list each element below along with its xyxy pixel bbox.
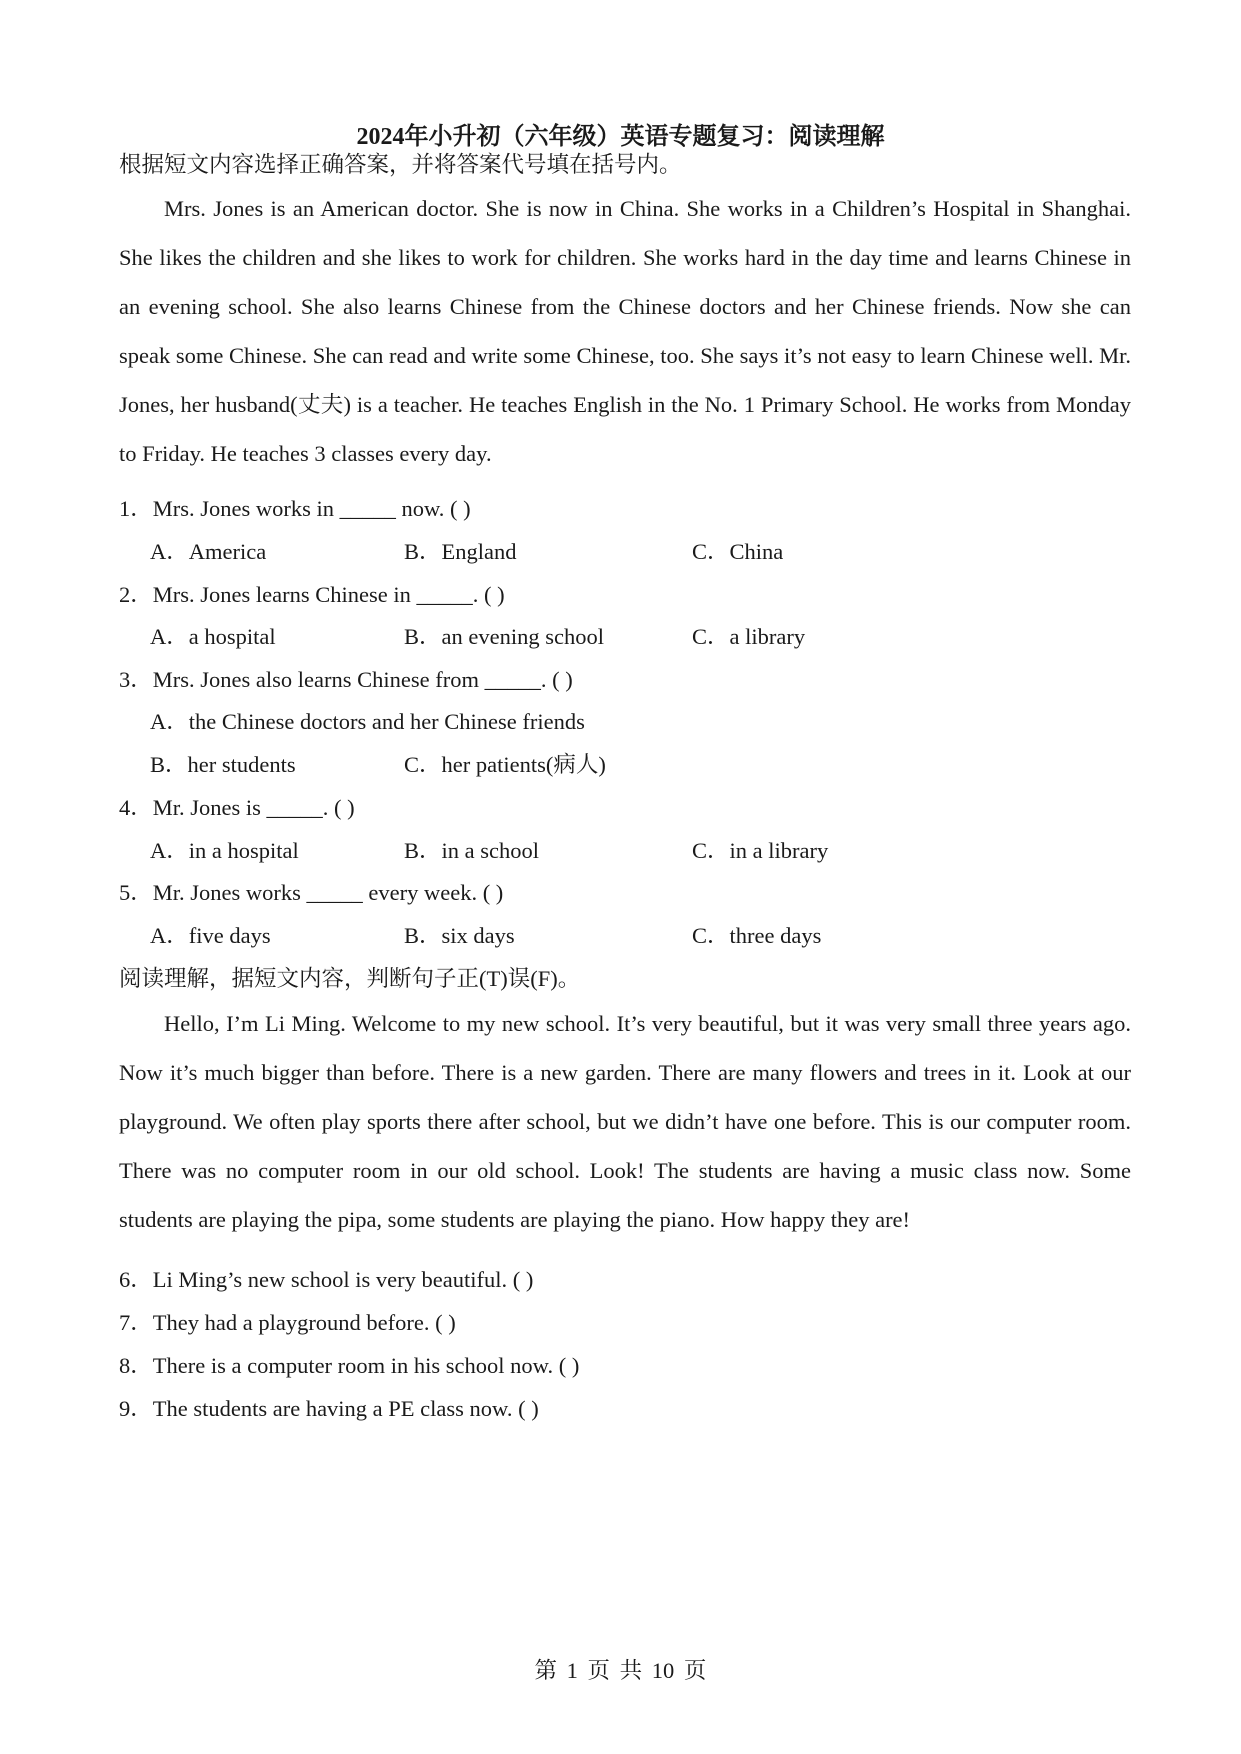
question-7: 7．They had a playground before. ( ) [119, 1310, 456, 1335]
question-3: 3．Mrs. Jones also learns Chinese from _____. ( ) [119, 667, 573, 692]
question-9: 9．The students are having a PE class now. ( ) [119, 1396, 539, 1421]
section2-instruction: 阅读理解，据短文内容，判断句子正(T)误(F)。 [119, 966, 581, 991]
question-3-option-b: B．her students [150, 752, 296, 777]
question-3-option-c: C．her patients(病人) [404, 752, 606, 777]
question-4: 4．Mr. Jones is _____. ( ) [119, 795, 355, 820]
question-5-option-c: C．three days [692, 923, 822, 948]
question-1-option-a: A．America [150, 539, 267, 564]
question-5-option-b: B．six days [404, 923, 515, 948]
question-1-option-c: C．China [692, 539, 784, 564]
question-2-option-a: A．a hospital [150, 624, 276, 649]
question-3-option-a: A．the Chinese doctors and her Chinese friends [150, 709, 585, 734]
question-1-option-b: B．England [404, 539, 517, 564]
question-4-option-c: C．in a library [692, 838, 829, 863]
question-4-option-a: A．in a hospital [150, 838, 299, 863]
question-2-option-c: C．a library [692, 624, 806, 649]
question-5: 5．Mr. Jones works _____ every week. ( ) [119, 880, 504, 905]
question-8: 8．There is a computer room in his school now. ( ) [119, 1353, 580, 1378]
question-6: 6．Li Ming’s new school is very beautiful. ( ) [119, 1267, 534, 1292]
question-5-option-a: A．five days [150, 923, 271, 948]
section1-passage: Mrs. Jones is an American doctor. She is now in China. She works in a Children’s Hospital in Shanghai. She likes the children and she likes to work for children. She works hard in the day time and learns Chinese in an evening school. She also learns Chinese from the Chinese doctors and her Chinese friends. Now she can speak some Chinese. She can read and write some Chinese, too. She says it’s not easy to learn Chinese well. Mr. Jones, her husband(丈夫) is a teacher. He teaches English in the No. 1 Primary School. He works from Monday to Friday. He teaches 3 classes every day. [119, 196, 1131, 466]
section1-instruction: 根据短文内容选择正确答案，并将答案代号填在括号内。 [119, 152, 682, 177]
question-4-option-b: B．in a school [404, 838, 539, 863]
page-title: 2024年小升初（六年级）英语专题复习：阅读理解 [356, 124, 885, 150]
question-1: 1．Mrs. Jones works in _____ now. ( ) [119, 496, 471, 521]
question-2-option-b: B．an evening school [404, 624, 604, 649]
page-footer: 第 1 页 共 10 页 [534, 1658, 707, 1683]
question-2: 2．Mrs. Jones learns Chinese in _____. ( ) [119, 582, 505, 607]
section2-passage: Hello, I’m Li Ming. Welcome to my new school. It’s very beautiful, but it was very small three years ago. Now it’s much bigger than before. There is a new garden. There are many flowers and trees in it. Look at our playground. We often play sports there after school, but we didn’t have one before. This is our computer room. There was no computer room in our old school. Look! The students are having a music class now. Some students are playing the pipa, some students are playing the piano. How happy they are! [119, 1011, 1131, 1232]
